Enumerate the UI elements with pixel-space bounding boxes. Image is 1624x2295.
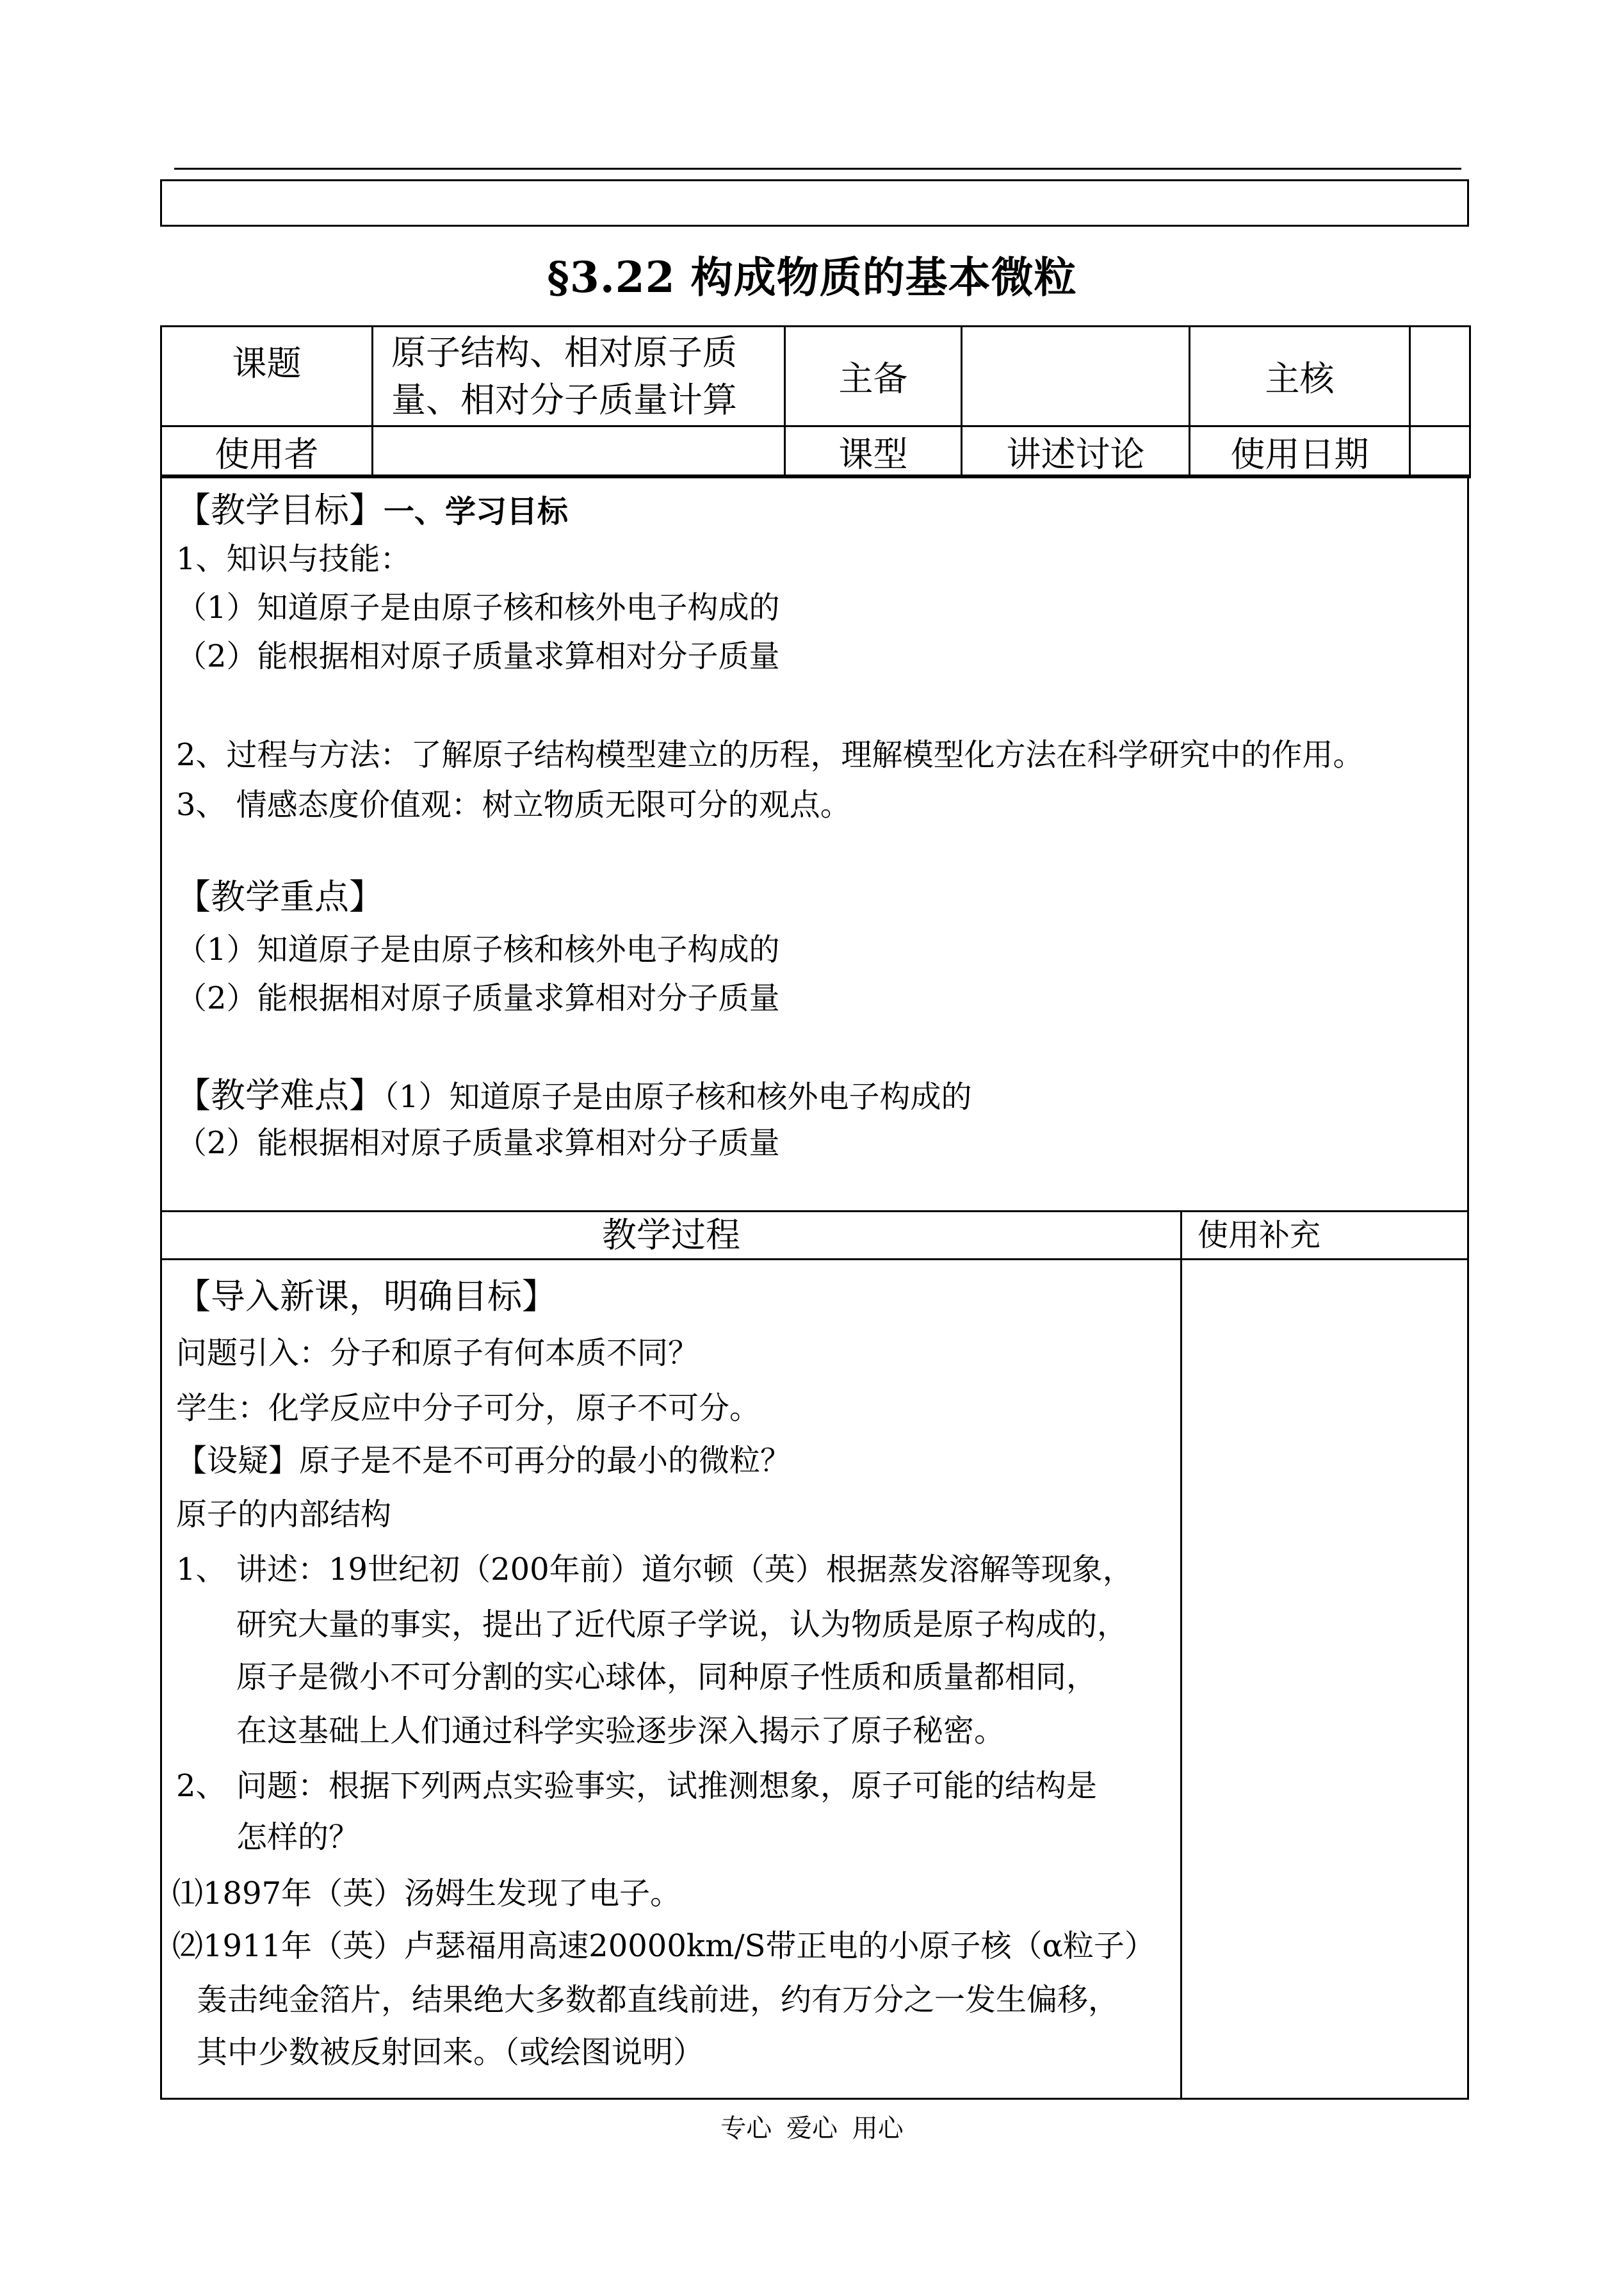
question-intro: 问题引入：分子和原子有何本质不同？ [176, 1335, 699, 1371]
key-points-heading: 【教学重点】 [176, 877, 384, 917]
item1-line-1: 讲述：19世纪初（200年前）道尔顿（英）根据蒸发溶解等现象， [236, 1552, 1133, 1587]
item1-number: 1、 [176, 1552, 227, 1587]
item2-number: 2、 [176, 1768, 227, 1804]
teaching-goals-cell [160, 474, 1469, 1212]
preparer-label: 主备 [785, 327, 962, 426]
fact-2-line-3: 其中少数被反射回来。（或绘图说明） [197, 2034, 704, 2070]
lesson-info-table [160, 325, 1471, 478]
user-value [373, 426, 785, 478]
attitude-goal: 3、 情感态度价值观：树立物质无限可分的观点。 [176, 787, 851, 823]
fact-2-line-2: 轰击纯金箔片，结果绝大多数都直线前进，约有万分之一发生偏移， [197, 1982, 1119, 2018]
process-method-goal: 2、过程与方法：了解原子结构模型建立的历程，理解模型化方法在科学研究中的作用。 [176, 737, 1364, 773]
lesson-type-label: 课型 [785, 426, 962, 478]
key-point-2: （2）能根据相对原子质量求算相对分子质量 [176, 980, 780, 1016]
difficulty-line-1: 【教学难点】（1）知道原子是由原子核和核外电子构成的 [176, 1075, 972, 1115]
date-value [1410, 426, 1470, 478]
knowledge-title: 1、知识与技能： [176, 541, 411, 577]
topic-value: 原子结构、相对原子质 量、相对分子质量计算 [373, 327, 785, 426]
page-title: §3.22 构成物质的基本微粒 [547, 252, 1077, 302]
item1-line-3: 原子是微小不可分割的实心球体，同种原子性质和质量都相同， [236, 1659, 1098, 1695]
item1-line-2: 研究大量的事实，提出了近代原子学说，认为物质是原子构成的， [236, 1607, 1128, 1642]
header-rule [174, 168, 1461, 170]
top-empty-box [160, 179, 1469, 227]
topic-label: 课题 [161, 327, 373, 426]
page-footer: 专心 爱心 用心 [720, 2114, 904, 2143]
item2-line-1: 问题：根据下列两点实验事实，试推测想象，原子可能的结构是 [236, 1768, 1098, 1804]
key-point-1: （1）知道原子是由原子核和核外电子构成的 [176, 932, 780, 968]
preparer-value [962, 327, 1190, 426]
reviewer-value [1410, 327, 1470, 426]
knowledge-item-2: （2）能根据相对原子质量求算相对分子质量 [176, 638, 780, 674]
reviewer-label: 主核 [1190, 327, 1410, 426]
knowledge-item-1: （1）知道原子是由原子核和核外电子构成的 [176, 590, 780, 626]
supplement-column-header: 使用补充 [1180, 1210, 1469, 1260]
teaching-process-cell [160, 1258, 1182, 2100]
date-label: 使用日期 [1190, 426, 1410, 478]
lesson-type-value: 讲述讨论 [962, 426, 1190, 478]
fact-2-line-1: ⑵1911年（英）卢瑟福用高速20000km/S带正电的小原子核（α粒子） [172, 1928, 1155, 1964]
supplement-cell [1180, 1258, 1469, 2100]
item1-line-4: 在这基础上人们通过科学实验逐步深入揭示了原子秘密。 [236, 1713, 1005, 1749]
difficulty-line-2: （2）能根据相对原子质量求算相对分子质量 [176, 1125, 780, 1161]
process-column-header: 教学过程 [160, 1210, 1182, 1260]
section-title: 原子的内部结构 [176, 1496, 392, 1532]
doubt-line: 【设疑】原子是不是不可再分的最小的微粒？ [176, 1443, 792, 1479]
student-answer: 学生：化学反应中分子可分，原子不可分。 [176, 1390, 761, 1426]
goals-heading: 【教学目标】一、学习目标 [176, 490, 569, 530]
intro-heading: 【导入新课，明确目标】 [176, 1276, 556, 1317]
item2-line-2: 怎样的？ [236, 1819, 360, 1855]
fact-1: ⑴1897年（英）汤姆生发现了电子。 [172, 1876, 681, 1911]
user-label: 使用者 [161, 426, 373, 478]
